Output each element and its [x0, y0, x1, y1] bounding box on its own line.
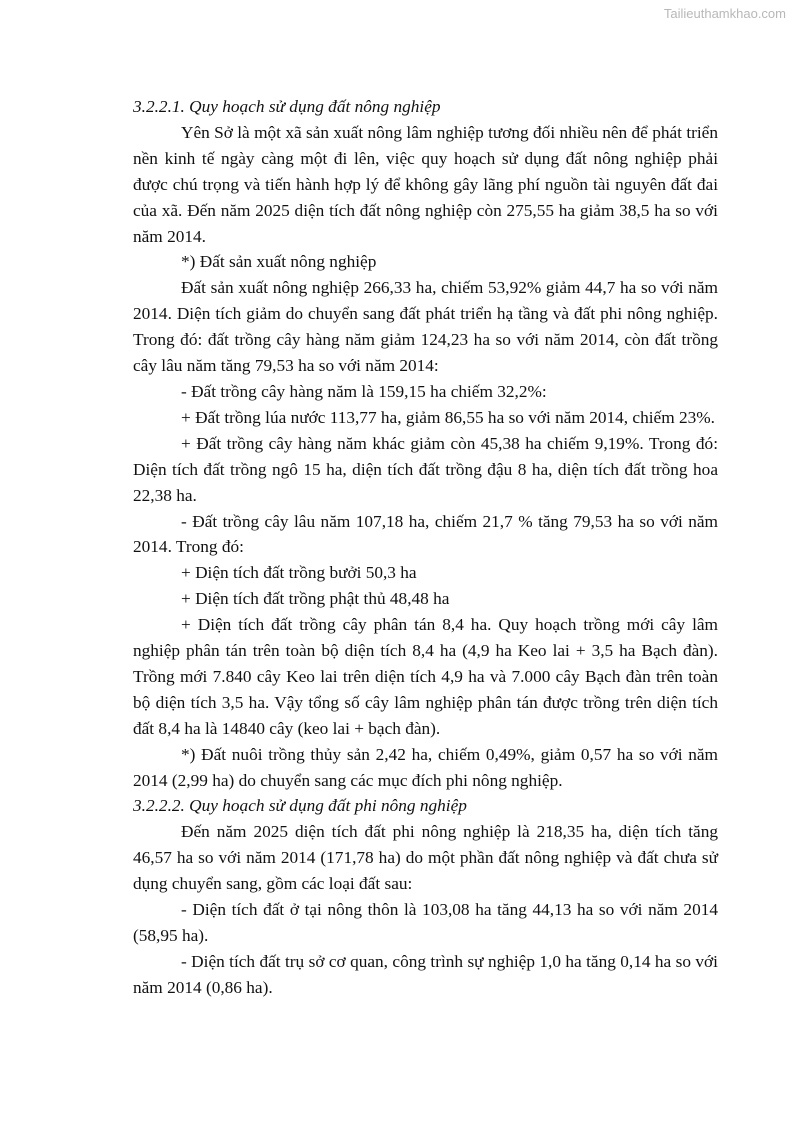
document-page [133, 94, 718, 1001]
paragraph: Đất sản xuất nông nghiệp 266,33 ha, chiếm 53,92% giảm 44,7 ha so với năm 2014. Diện tích giảm do chuyển sang đất phát triển hạ tầng và đất phi nông nghiệp. Trong đó: đất trồng cây hàng năm giảm 124,23 ha so với năm 2014, còn đất trồng cây lâu năm tăng 79,53 ha so với năm 2014: [133, 278, 718, 376]
list-item: + Đất trồng lúa nước 113,77 ha, giảm 86,55 ha so với năm 2014, chiếm 23%. [181, 407, 715, 427]
list-item: - Đất trồng cây lâu năm 107,18 ha, chiếm 21,7 % tăng 79,53 ha so với năm 2014. Trong đó: [133, 511, 718, 557]
list-item: - Diện tích đất ở tại nông thôn là 103,08 ha tăng 44,13 ha so với năm 2014 (58,95 ha). [133, 900, 718, 945]
list-item: + Diện tích đất trồng bưởi 50,3 ha [181, 563, 417, 583]
list-item: + Diện tích đất trồng cây phân tán 8,4 ha. Quy hoạch trồng mới cây lâm nghiệp phân tán trên toàn bộ diện tích 8,4 ha (4,9 ha Keo lai + 3,5 ha Bạch đàn). Trồng mới 7.840 cây Keo lai trên diện tích 4,9 ha và 7.000 cây Bạch đàn trên toàn bộ diện tích 3,5 ha. Vậy tổng số cây lâm nghiệp phân tán được trồng trên diện tích đất 8,4 ha là 14840 cây (keo lai + bạch đàn). [133, 615, 718, 738]
list-item: + Diện tích đất trồng phật thủ 48,48 ha [181, 589, 450, 609]
list-item: + Đất trồng cây hàng năm khác giảm còn 45,38 ha chiếm 9,19%. Trong đó: Diện tích đất trồng ngô 15 ha, diện tích đất trồng đậu 8 ha, diện tích đất trồng hoa 22,38 ha. [133, 433, 718, 505]
paragraph: Đến năm 2025 diện tích đất phi nông nghiệp là 218,35 ha, diện tích tăng 46,57 ha so với năm 2014 (171,78 ha) do một phần đất nông nghiệp và đất chưa sử dụng chuyển sang, gồm các loại đất sau: [133, 822, 718, 894]
paragraph: Yên Sở là một xã sản xuất nông lâm nghiệp tương đối nhiều nên để phát triển nền kinh tế ngày càng một đi lên, việc quy hoạch sử dụng đất nông nghiệp phải được chú trọng và tiến hành hợp lý để không gây lãng phí nguồn tài nguyên đất đai của xã. Đến năm 2025 diện tích đất nông nghiệp còn 275,55 ha giảm 38,5 ha so với năm 2014. [133, 122, 718, 246]
list-item: - Diện tích đất trụ sở cơ quan, công trình sự nghiệp 1,0 ha tăng 0,14 ha so với năm 2014 (0,86 ha). [133, 951, 718, 997]
subheading-aquaculture-land: *) Đất nuôi trồng thủy sản 2,42 ha, chiếm 0,49%, giảm 0,57 ha so với năm 2014 (2,99 ha) do chuyển sang các mục đích phi nông nghiệp. [133, 744, 718, 790]
list-item: - Đất trồng cây hàng năm là 159,15 ha chiếm 32,2%: [181, 381, 547, 401]
subheading-production-land: *) Đất sản xuất nông nghiệp [181, 252, 377, 272]
site-watermark: Tailieuthamkhao.com [663, 6, 786, 21]
section-heading-agricultural-land: 3.2.2.1. Quy hoạch sử dụng đất nông nghiệp [133, 97, 441, 116]
section-heading-non-agricultural-land: 3.2.2.2. Quy hoạch sử dụng đất phi nông nghiệp [133, 796, 467, 816]
